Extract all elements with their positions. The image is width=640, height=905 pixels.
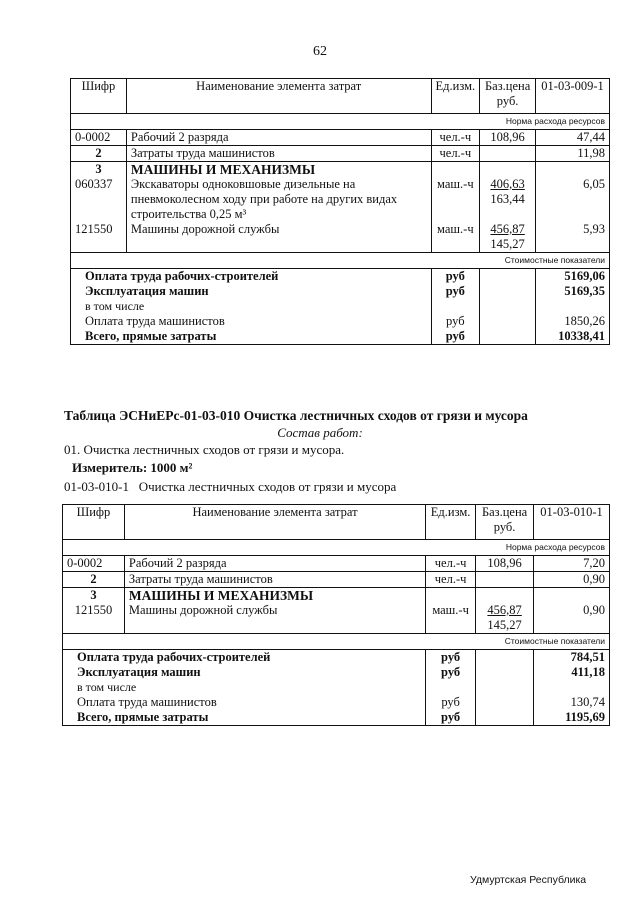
row-unit xyxy=(431,162,480,178)
totals-label: Оплата труда рабочих-строителей xyxy=(63,650,426,666)
row-unit: чел.-ч xyxy=(431,146,480,162)
col-code-header: Шифр xyxy=(71,79,127,114)
totals-unit xyxy=(426,680,476,695)
row-code: 2 xyxy=(63,572,125,588)
row-value: 47,44 xyxy=(536,130,610,146)
totals-row xyxy=(63,680,610,695)
totals-price xyxy=(476,680,534,695)
totals-row xyxy=(63,665,610,680)
col-price-header: Баз.цена руб. xyxy=(480,79,536,114)
col-price-header: Баз.цена руб. xyxy=(476,505,534,540)
col-name-header: Наименование элемента затрат xyxy=(126,79,431,114)
totals-label: в том числе xyxy=(71,299,432,314)
totals-price xyxy=(476,710,534,726)
row-code: 060337 xyxy=(71,177,127,222)
cost-subheader: Стоимостные показатели xyxy=(71,253,610,269)
row-price xyxy=(476,603,534,634)
totals-value: 1850,26 xyxy=(536,314,610,329)
table-row xyxy=(71,162,610,178)
totals-price xyxy=(476,695,534,710)
footer-region: Удмуртская Республика xyxy=(470,874,587,886)
totals-label: Всего, прямые затраты xyxy=(71,329,432,345)
row-code: 2 xyxy=(71,146,127,162)
totals-price xyxy=(480,314,536,329)
row-name: Машины дорожной службы xyxy=(124,603,425,634)
totals-value: 411,18 xyxy=(534,665,610,680)
composition-title: Состав работ: xyxy=(277,425,363,440)
row-value xyxy=(536,162,610,178)
totals-label: Оплата труда рабочих-строителей xyxy=(71,269,432,285)
price-top: 456,87 xyxy=(487,603,522,617)
norm-subheader: Норма расхода ресурсов xyxy=(71,114,610,130)
row-price xyxy=(476,572,534,588)
totals-price xyxy=(476,665,534,680)
totals-row xyxy=(71,314,610,329)
totals-unit: руб xyxy=(426,710,476,726)
row-name: МАШИНЫ И МЕХАНИЗМЫ xyxy=(124,588,425,604)
row-price xyxy=(476,588,534,604)
table-row xyxy=(63,556,610,572)
section-title: Таблица ЭСНиЕРс-01-03-010 Очистка лестничных сходов от грязи и мусора xyxy=(64,408,528,423)
row-price xyxy=(480,177,536,222)
totals-row xyxy=(63,695,610,710)
totals-row xyxy=(63,650,610,666)
table-row xyxy=(71,177,610,222)
row-value: 0,90 xyxy=(534,603,610,634)
totals-row xyxy=(71,329,610,345)
meter-label: Измеритель: 1000 м² xyxy=(72,460,193,475)
table-row xyxy=(71,222,610,253)
totals-unit: руб xyxy=(426,665,476,680)
totals-price xyxy=(480,284,536,299)
table-row xyxy=(63,588,610,604)
row-name: Рабочий 2 разряда xyxy=(124,556,425,572)
row-code: 0-0002 xyxy=(63,556,125,572)
price-bottom: 145,27 xyxy=(490,237,525,251)
row-price: 108,96 xyxy=(476,556,534,572)
totals-unit: руб xyxy=(426,650,476,666)
totals-price xyxy=(476,650,534,666)
totals-label: Эксплуатация машин xyxy=(63,665,426,680)
work-item: 01-03-010-1 Очистка лестничных сходов от грязи и мусора xyxy=(64,479,397,494)
totals-label: в том числе xyxy=(63,680,426,695)
row-price xyxy=(480,146,536,162)
row-unit: маш.-ч xyxy=(431,222,480,253)
composition-item: 01. Очистка лестничных сходов от грязи и мусора. xyxy=(64,442,345,457)
col-code-header: Шифр xyxy=(63,505,125,540)
col-name-header: Наименование элемента затрат xyxy=(124,505,425,540)
row-code: 3 xyxy=(71,162,127,178)
price-top: 406,63 xyxy=(490,177,525,191)
row-price xyxy=(480,162,536,178)
col-unit-header: Ед.изм. xyxy=(431,79,480,114)
norm-subheader-row xyxy=(71,114,610,130)
row-code: 121550 xyxy=(63,603,125,634)
totals-unit: руб xyxy=(431,269,480,285)
totals-value: 5169,06 xyxy=(536,269,610,285)
totals-unit: руб xyxy=(431,329,480,345)
row-unit: маш.-ч xyxy=(426,603,476,634)
row-value: 5,93 xyxy=(536,222,610,253)
price-top: 456,87 xyxy=(490,222,525,236)
totals-label: Оплата труда машинистов xyxy=(71,314,432,329)
totals-price xyxy=(480,269,536,285)
row-price xyxy=(480,222,536,253)
row-name: Затраты труда машинистов xyxy=(124,572,425,588)
row-name: Машины дорожной службы xyxy=(126,222,431,253)
totals-price xyxy=(480,299,536,314)
cost-subheader-row xyxy=(63,634,610,650)
totals-label: Оплата труда машинистов xyxy=(63,695,426,710)
totals-value: 130,74 xyxy=(534,695,610,710)
totals-label: Эксплуатация машин xyxy=(71,284,432,299)
row-value: 7,20 xyxy=(534,556,610,572)
norm-subheader: Норма расхода ресурсов xyxy=(63,540,610,556)
row-name: МАШИНЫ И МЕХАНИЗМЫ xyxy=(126,162,431,178)
row-price: 108,96 xyxy=(480,130,536,146)
price-bottom: 145,27 xyxy=(487,618,522,632)
price-bottom: 163,44 xyxy=(490,192,525,206)
totals-unit xyxy=(431,299,480,314)
cost-subheader-row xyxy=(71,253,610,269)
totals-value: 784,51 xyxy=(534,650,610,666)
col-unit-header: Ед.изм. xyxy=(426,505,476,540)
row-unit: маш.-ч xyxy=(431,177,480,222)
totals-label: Всего, прямые затраты xyxy=(63,710,426,726)
row-code: 3 xyxy=(63,588,125,604)
totals-price xyxy=(480,329,536,345)
row-code: 121550 xyxy=(71,222,127,253)
resource-table-2 xyxy=(62,504,610,726)
table-header xyxy=(63,505,610,540)
row-value: 11,98 xyxy=(536,146,610,162)
row-value: 0,90 xyxy=(534,572,610,588)
row-value: 6,05 xyxy=(536,177,610,222)
resource-table-1 xyxy=(70,78,610,345)
norm-subheader-row xyxy=(63,540,610,556)
totals-unit: руб xyxy=(431,314,480,329)
row-name: Рабочий 2 разряда xyxy=(126,130,431,146)
col-norm-code-header: 01-03-010-1 xyxy=(534,505,610,540)
totals-value: 10338,41 xyxy=(536,329,610,345)
table-header xyxy=(71,79,610,114)
totals-value xyxy=(534,680,610,695)
row-name: Экскаваторы одноковшовые дизельные на пневмоколесном ходу при работе на других видах строительства 0,25 м³ xyxy=(126,177,431,222)
table-row xyxy=(63,572,610,588)
row-unit xyxy=(426,588,476,604)
table-row xyxy=(63,603,610,634)
row-unit: чел.-ч xyxy=(426,572,476,588)
totals-row xyxy=(71,299,610,314)
cost-subheader: Стоимостные показатели xyxy=(63,634,610,650)
table-row xyxy=(71,146,610,162)
totals-unit: руб xyxy=(426,695,476,710)
totals-value xyxy=(536,299,610,314)
row-name: Затраты труда машинистов xyxy=(126,146,431,162)
col-norm-code-header: 01-03-009-1 xyxy=(536,79,610,114)
row-code: 0-0002 xyxy=(71,130,127,146)
totals-unit: руб xyxy=(431,284,480,299)
row-unit: чел.-ч xyxy=(426,556,476,572)
totals-value: 1195,69 xyxy=(534,710,610,726)
totals-value: 5169,35 xyxy=(536,284,610,299)
totals-row xyxy=(71,269,610,285)
totals-row xyxy=(71,284,610,299)
table-row xyxy=(71,130,610,146)
row-unit: чел.-ч xyxy=(431,130,480,146)
totals-row xyxy=(63,710,610,726)
row-value xyxy=(534,588,610,604)
page-number: 62 xyxy=(313,44,327,59)
